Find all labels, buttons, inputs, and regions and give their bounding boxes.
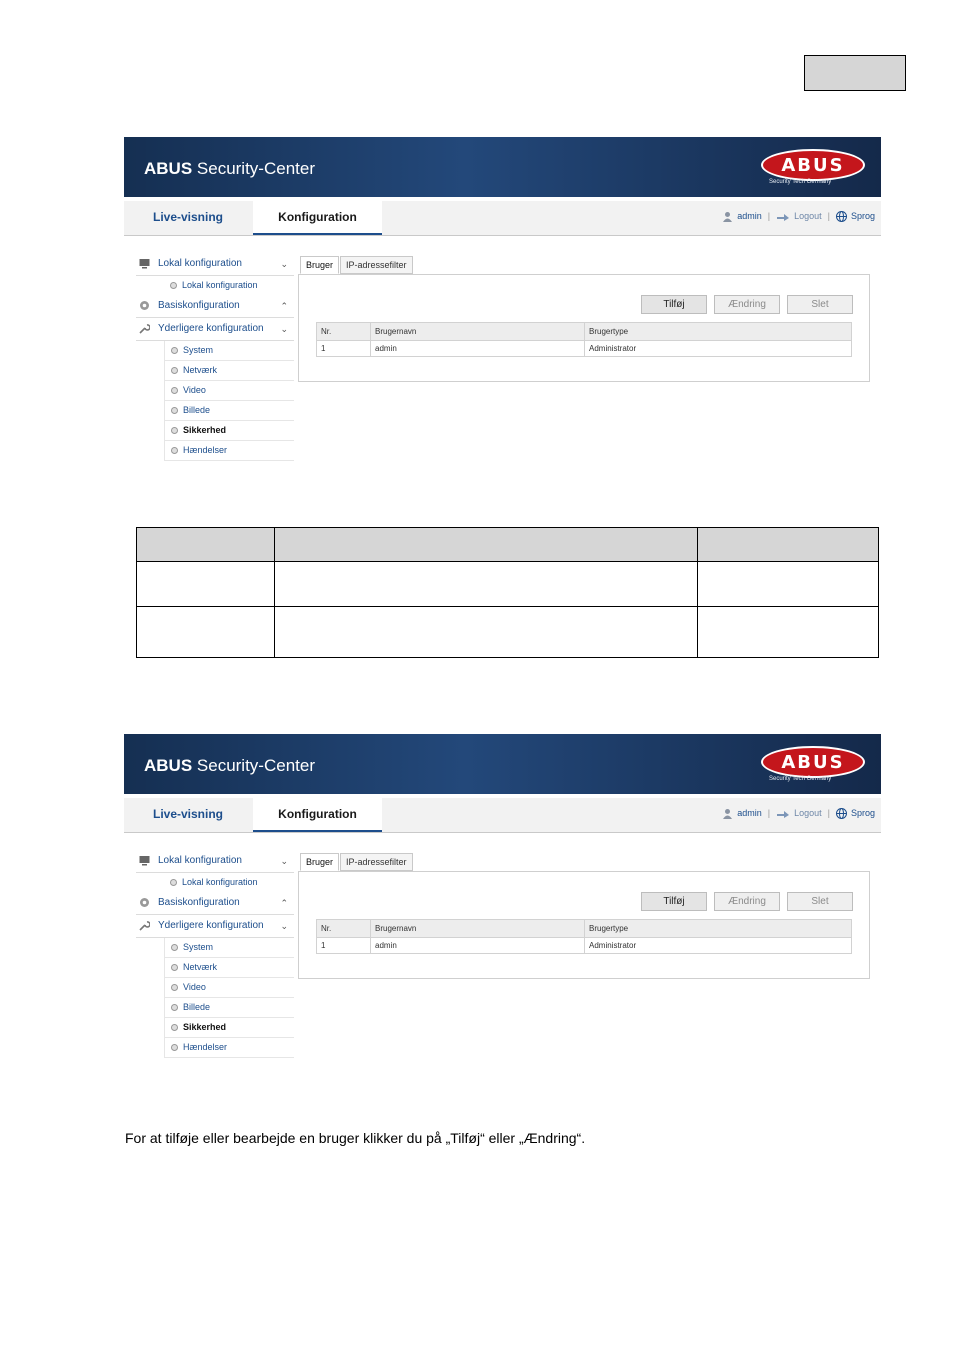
sidebar-item-video[interactable]: Video	[164, 381, 294, 401]
tab-live-view[interactable]: Live-visning	[152, 210, 223, 224]
logout-link[interactable]: Logout	[794, 808, 822, 818]
gear-icon	[139, 897, 150, 908]
sidebar	[136, 850, 294, 1058]
sidebar-advanced-config[interactable]: Yderligere konfiguration ⌄	[136, 915, 294, 938]
table-row	[137, 607, 879, 658]
bullet-icon	[170, 879, 177, 886]
chevron-up-icon: ⌃	[280, 301, 288, 311]
sidebar-item-system[interactable]: System	[164, 938, 294, 958]
chevron-down-icon: ⌄	[280, 259, 288, 269]
top-nav	[124, 798, 881, 833]
monitor-icon	[139, 258, 150, 269]
sidebar-item-events[interactable]: Hændelser	[164, 1038, 294, 1058]
app-title: ABUS Security-Center	[144, 756, 315, 775]
username: admin	[737, 808, 762, 818]
security-center-screenshot-2	[124, 734, 881, 1072]
sidebar-item-events[interactable]: Hændelser	[164, 441, 294, 461]
column-header-username: Brugernavn	[371, 323, 585, 341]
sidebar-item-security[interactable]: Sikkerhed	[164, 1018, 294, 1038]
instruction-text: For at tilføje eller bearbejde en bruger klikker du på „Tilføj“ eller „Ændring“.	[125, 1130, 586, 1146]
user-panel	[298, 274, 870, 382]
language-link[interactable]: Sprog	[850, 808, 875, 818]
user-icon	[722, 211, 733, 222]
column-header-usertype: Brugertype	[585, 920, 852, 938]
globe-icon	[836, 211, 847, 222]
chevron-down-icon: ⌄	[280, 921, 288, 931]
bullet-icon	[171, 944, 178, 951]
cell-usertype: Administrator	[585, 341, 852, 357]
sidebar-basic-config[interactable]: Basiskonfiguration ⌃	[136, 295, 294, 318]
app-banner	[124, 137, 881, 197]
logout-icon	[776, 212, 790, 222]
bullet-icon	[171, 1024, 178, 1031]
tab-ip-filter[interactable]: IP-adressefilter	[340, 853, 413, 871]
sidebar-item-security[interactable]: Sikkerhed	[164, 421, 294, 441]
bullet-icon	[170, 282, 177, 289]
logout-icon	[776, 809, 790, 819]
add-button[interactable]: Tilføj	[641, 892, 707, 911]
edit-button[interactable]: Ændring	[714, 295, 780, 314]
app-banner	[124, 734, 881, 794]
user-icon	[722, 808, 733, 819]
sidebar-local-config[interactable]: Lokal konfiguration ⌄	[136, 850, 294, 873]
delete-button[interactable]: Slet	[787, 892, 853, 911]
sidebar	[136, 253, 294, 461]
description-table	[136, 527, 879, 658]
bullet-icon	[171, 984, 178, 991]
sidebar-item-system[interactable]: System	[164, 341, 294, 361]
bullet-icon	[171, 407, 178, 414]
gear-icon	[139, 300, 150, 311]
desc-header-3	[698, 528, 879, 562]
wrench-icon	[139, 920, 150, 931]
bullet-icon	[171, 427, 178, 434]
sidebar-item-network[interactable]: Netværk	[164, 958, 294, 978]
abus-logo: ABUS Security Tech Germany	[761, 149, 865, 189]
security-center-screenshot-1	[124, 137, 881, 475]
edit-button[interactable]: Ændring	[714, 892, 780, 911]
column-header-username: Brugernavn	[371, 920, 585, 938]
user-panel	[298, 871, 870, 979]
bullet-icon	[171, 447, 178, 454]
bullet-icon	[171, 387, 178, 394]
tab-user[interactable]: Bruger	[300, 853, 339, 871]
sidebar-item-local-config[interactable]: Lokal konfiguration	[164, 276, 294, 295]
sidebar-item-local-config[interactable]: Lokal konfiguration	[164, 873, 294, 892]
sidebar-item-image[interactable]: Billede	[164, 998, 294, 1018]
add-button[interactable]: Tilføj	[641, 295, 707, 314]
tab-live-view[interactable]: Live-visning	[152, 807, 223, 821]
column-header-nr: Nr.	[317, 323, 371, 341]
tab-user[interactable]: Bruger	[300, 256, 339, 274]
abus-logo: ABUS Security Tech Germany	[761, 746, 865, 786]
tab-configuration[interactable]: Konfiguration	[253, 798, 382, 832]
sidebar-advanced-config[interactable]: Yderligere konfiguration ⌄	[136, 318, 294, 341]
bullet-icon	[171, 1044, 178, 1051]
bullet-icon	[171, 367, 178, 374]
sidebar-item-image[interactable]: Billede	[164, 401, 294, 421]
cell-username: admin	[371, 341, 585, 357]
desc-header-2	[275, 528, 698, 562]
delete-button[interactable]: Slet	[787, 295, 853, 314]
tab-configuration[interactable]: Konfiguration	[253, 201, 382, 235]
table-row	[137, 562, 879, 607]
content-tabs	[300, 255, 414, 273]
username: admin	[737, 211, 762, 221]
cell-nr: 1	[317, 341, 371, 357]
chevron-down-icon: ⌄	[280, 324, 288, 334]
bullet-icon	[171, 1004, 178, 1011]
desc-header-1	[137, 528, 275, 562]
table-row[interactable]	[317, 938, 852, 954]
cell-usertype: Administrator	[585, 938, 852, 954]
top-nav	[124, 201, 881, 236]
language-link[interactable]: Sprog	[850, 211, 875, 221]
cell-nr: 1	[317, 938, 371, 954]
user-area: admin | Logout | Sprog	[722, 211, 875, 222]
user-table	[316, 322, 852, 357]
monitor-icon	[139, 855, 150, 866]
sidebar-item-network[interactable]: Netværk	[164, 361, 294, 381]
column-header-usertype: Brugertype	[585, 323, 852, 341]
page-header-box	[804, 55, 906, 91]
app-title: ABUS Security-Center	[144, 159, 315, 178]
globe-icon	[836, 808, 847, 819]
user-table	[316, 919, 852, 954]
wrench-icon	[139, 323, 150, 334]
sidebar-item-video[interactable]: Video	[164, 978, 294, 998]
sidebar-local-config[interactable]: Lokal konfiguration ⌄	[136, 253, 294, 276]
user-area: admin | Logout | Sprog	[722, 808, 875, 819]
bullet-icon	[171, 964, 178, 971]
sidebar-basic-config[interactable]: Basiskonfiguration ⌃	[136, 892, 294, 915]
logout-link[interactable]: Logout	[794, 211, 822, 221]
content-tabs	[300, 852, 414, 870]
cell-username: admin	[371, 938, 585, 954]
table-row[interactable]	[317, 341, 852, 357]
bullet-icon	[171, 347, 178, 354]
chevron-up-icon: ⌃	[280, 898, 288, 908]
column-header-nr: Nr.	[317, 920, 371, 938]
chevron-down-icon: ⌄	[280, 856, 288, 866]
tab-ip-filter[interactable]: IP-adressefilter	[340, 256, 413, 274]
